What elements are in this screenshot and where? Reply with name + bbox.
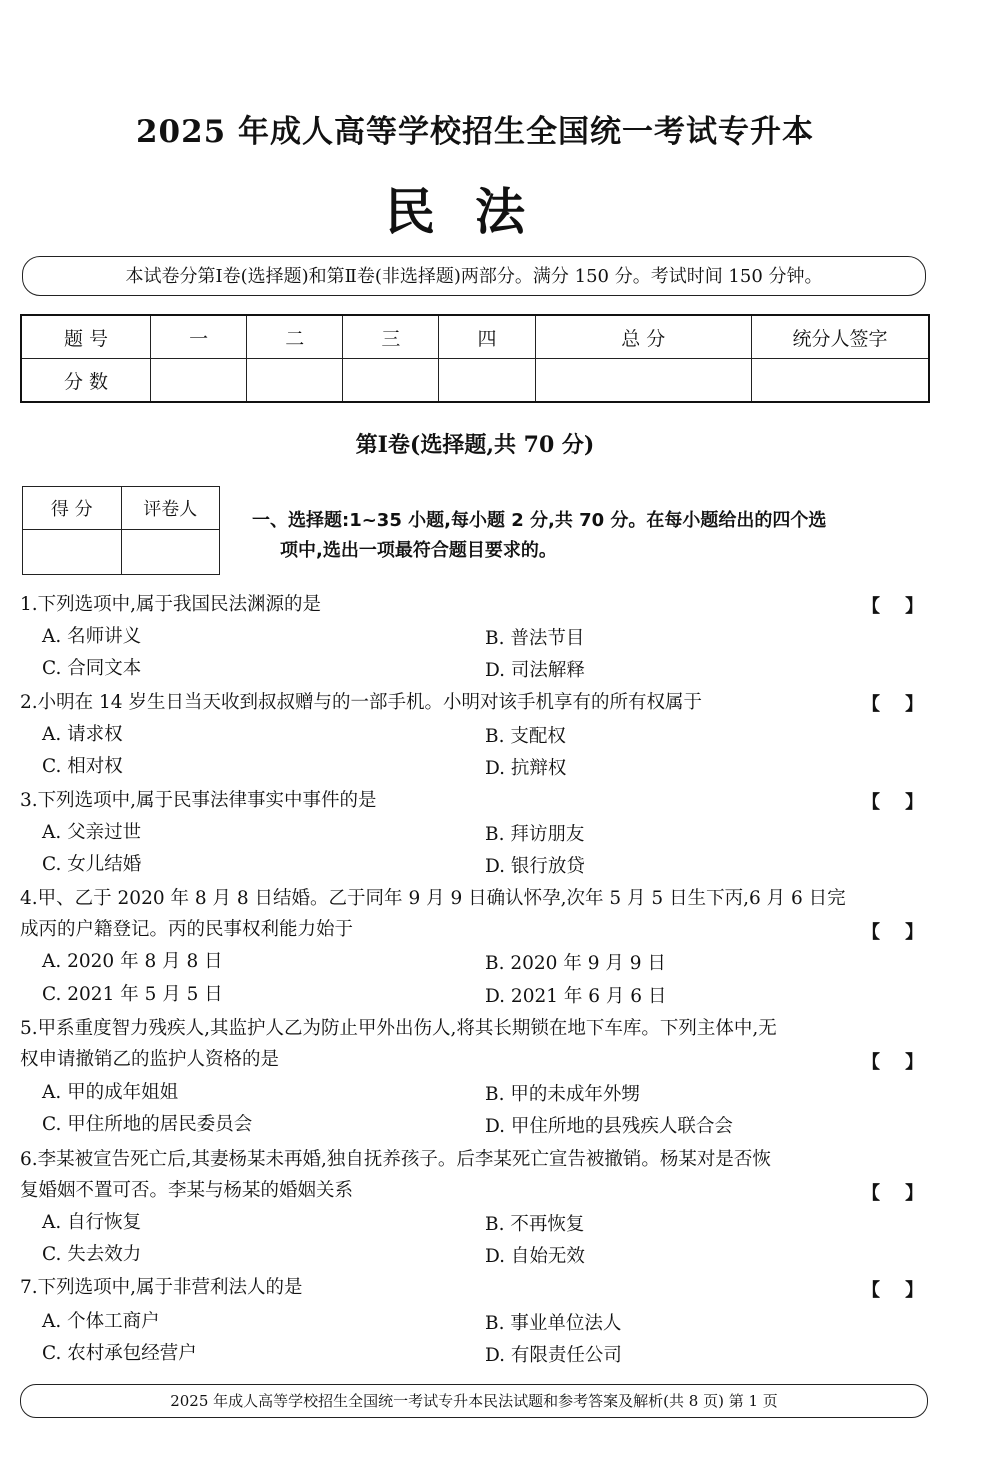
- question-stem-cont: 成丙的户籍登记。丙的民事权利能力始于: [20, 919, 354, 940]
- grader-header: 得 分: [23, 487, 122, 530]
- score-table: [20, 314, 930, 403]
- grader-name-cell[interactable]: [121, 530, 220, 575]
- option-d: D. 甲住所地的县残疾人联合会: [485, 1116, 733, 1137]
- answer-bracket[interactable]: 【 】: [862, 694, 924, 715]
- option-b: B. 拜访朋友: [485, 824, 585, 845]
- option-c: C. 农村承包经营户: [42, 1343, 197, 1364]
- question-stem-cont: 权申请撤销乙的监护人资格的是: [20, 1049, 280, 1070]
- instruction-line: 一、选择题:1~35 小题,每小题 2 分,共 70 分。在每小题给出的四个选: [252, 510, 827, 531]
- question-stem-cont: 复婚姻不置可否。李某与杨某的婚姻关系: [20, 1180, 354, 1201]
- option-c: C. 合同文本: [42, 658, 142, 679]
- grader-score-cell[interactable]: [23, 530, 122, 575]
- score-cell: 题 号: [21, 315, 151, 359]
- option-c: C. 失去效力: [42, 1244, 142, 1265]
- section-instruction: [252, 506, 932, 566]
- option-b: B. 2020 年 9 月 9 日: [485, 953, 666, 974]
- option-d: D. 有限责任公司: [485, 1345, 622, 1366]
- answer-bracket[interactable]: 【 】: [862, 1183, 924, 1204]
- option-a: A. 请求权: [42, 724, 123, 745]
- score-cell: 统分人签字: [752, 315, 930, 359]
- score-input-cell[interactable]: [752, 359, 930, 403]
- option-d: D. 自始无效: [485, 1246, 585, 1267]
- score-table-header-row: [21, 315, 929, 359]
- exam-title: 2025 年成人高等学校招生全国统一考试专升本: [135, 114, 815, 150]
- part-title: 第Ⅰ卷(选择题,共 70 分): [355, 432, 595, 458]
- option-d: D. 银行放贷: [485, 856, 585, 877]
- option-c: C. 女儿结婚: [42, 854, 142, 875]
- score-cell: 总 分: [535, 315, 751, 359]
- score-input-cell[interactable]: [439, 359, 535, 403]
- grader-table: [22, 486, 220, 575]
- grader-header: 评卷人: [121, 487, 220, 530]
- score-cell: 二: [247, 315, 343, 359]
- option-a: A. 自行恢复: [42, 1212, 142, 1233]
- option-c: C. 2021 年 5 月 5 日: [42, 984, 223, 1005]
- score-input-cell[interactable]: [247, 359, 343, 403]
- option-d: D. 抗辩权: [485, 758, 567, 779]
- option-c: C. 相对权: [42, 756, 123, 777]
- option-b: B. 不再恢复: [485, 1214, 585, 1235]
- question-stem: 7.下列选项中,属于非营利法人的是: [20, 1277, 303, 1298]
- option-d: D. 司法解释: [485, 660, 585, 681]
- answer-bracket[interactable]: 【 】: [862, 792, 924, 813]
- option-c: C. 甲住所地的居民委员会: [42, 1114, 253, 1135]
- score-cell: 一: [151, 315, 247, 359]
- question-stem: 1.下列选项中,属于我国民法渊源的是: [20, 594, 322, 615]
- option-b: B. 支配权: [485, 726, 566, 747]
- score-input-cell[interactable]: [151, 359, 247, 403]
- exam-note: 本试卷分第Ⅰ卷(选择题)和第Ⅱ卷(非选择题)两部分。满分 150 分。考试时间 150 分钟。: [22, 256, 926, 296]
- score-table-score-row: [21, 359, 929, 403]
- option-d: D. 2021 年 6 月 6 日: [485, 986, 667, 1007]
- answer-bracket[interactable]: 【 】: [862, 1052, 924, 1073]
- option-a: A. 名师讲义: [42, 626, 142, 647]
- score-cell: 四: [439, 315, 535, 359]
- page-footer: 2025 年成人高等学校招生全国统一考试专升本民法试题和参考答案及解析(共 8 页) 第 1 页: [20, 1384, 928, 1418]
- question-stem: 2.小明在 14 岁生日当天收到叔叔赠与的一部手机。小明对该手机享有的所有权属于: [20, 692, 702, 713]
- question-stem: 4.甲、乙于 2020 年 8 月 8 日结婚。乙于同年 9 月 9 日确认怀孕,次年 5 月 5 日生下丙,6 月 6 日完: [20, 888, 846, 909]
- option-a: A. 父亲过世: [42, 822, 142, 843]
- answer-bracket[interactable]: 【 】: [862, 922, 924, 943]
- option-a: A. 甲的成年姐姐: [42, 1082, 179, 1103]
- option-a: A. 2020 年 8 月 8 日: [42, 951, 223, 972]
- option-b: B. 普法节目: [485, 628, 585, 649]
- score-cell: 三: [343, 315, 439, 359]
- score-input-cell[interactable]: [343, 359, 439, 403]
- answer-bracket[interactable]: 【 】: [862, 1280, 924, 1301]
- subject-title: 民法: [385, 182, 565, 241]
- question-stem: 6.李某被宣告死亡后,其妻杨某未再婚,独自抚养孩子。后李某死亡宣告被撤销。杨某对是否恢: [20, 1149, 771, 1170]
- answer-bracket[interactable]: 【 】: [862, 596, 924, 617]
- score-input-cell[interactable]: [535, 359, 751, 403]
- option-a: A. 个体工商户: [42, 1311, 160, 1332]
- option-b: B. 事业单位法人: [485, 1313, 622, 1334]
- score-cell: 分 数: [21, 359, 151, 403]
- instruction-line: 项中,选出一项最符合题目要求的。: [280, 540, 557, 561]
- option-b: B. 甲的未成年外甥: [485, 1084, 640, 1105]
- question-stem: 3.下列选项中,属于民事法律事实中事件的是: [20, 790, 377, 811]
- question-stem: 5.甲系重度智力残疾人,其监护人乙为防止甲外出伤人,将其长期锁在地下车库。下列主体中,无: [20, 1018, 777, 1039]
